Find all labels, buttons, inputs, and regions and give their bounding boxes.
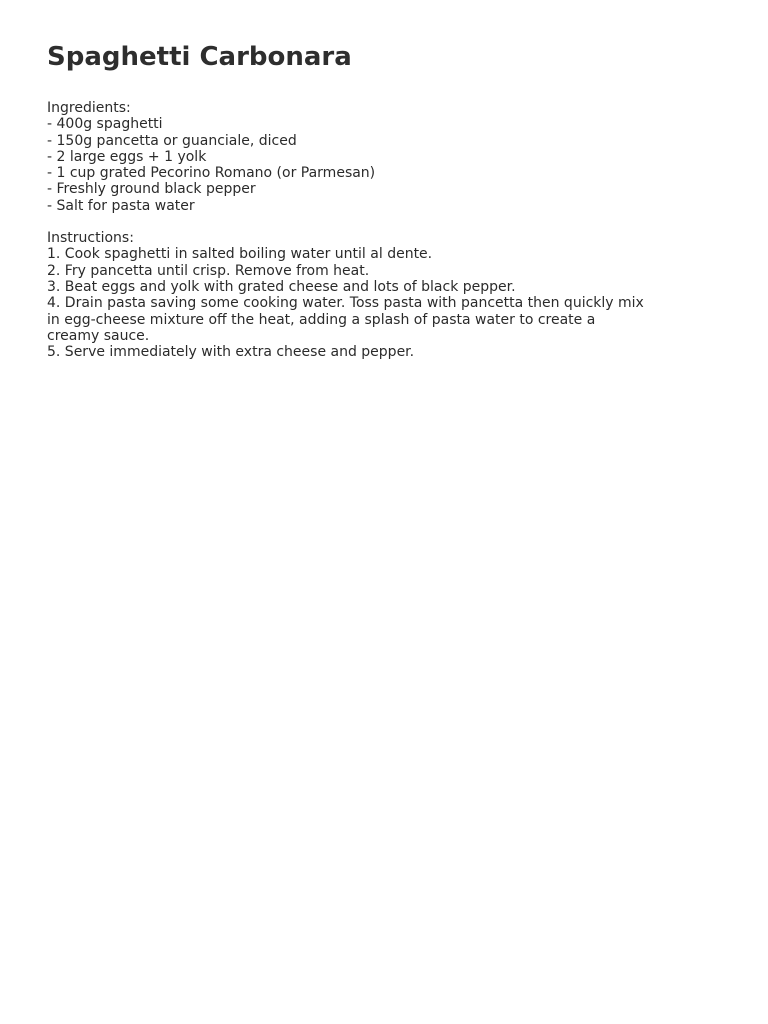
instruction-step: 4. Drain pasta saving some cooking water. Toss pasta with pancetta then quickly mix in egg-cheese mixture off the heat, adding a splash of pasta water to create a creamy sauce.	[47, 295, 649, 344]
ingredients-section	[47, 100, 647, 214]
instructions-section	[47, 230, 647, 360]
instruction-step: 2. Fry pancetta until crisp. Remove from heat.	[47, 262, 370, 279]
ingredient-item: - 150g pancetta or guanciale, diced	[47, 132, 297, 149]
page-title: Spaghetti Carbonara	[47, 42, 352, 72]
ingredient-item: - 2 large eggs + 1 yolk	[47, 148, 207, 165]
instruction-step: 5. Serve immediately with extra cheese and pepper.	[47, 344, 415, 361]
recipe-document	[47, 40, 647, 360]
ingredient-item: - Salt for pasta water	[47, 197, 195, 214]
ingredient-item: - Freshly ground black pepper	[47, 181, 256, 198]
instructions-heading: Instructions:	[47, 230, 134, 247]
ingredient-item: - 1 cup grated Pecorino Romano (or Parmesan)	[47, 165, 376, 182]
ingredient-item: - 400g spaghetti	[47, 116, 163, 133]
instruction-step: 3. Beat eggs and yolk with grated cheese and lots of black pepper.	[47, 278, 516, 295]
instruction-step: 1. Cook spaghetti in salted boiling water until al dente.	[47, 246, 433, 263]
ingredients-heading: Ingredients:	[47, 100, 131, 116]
